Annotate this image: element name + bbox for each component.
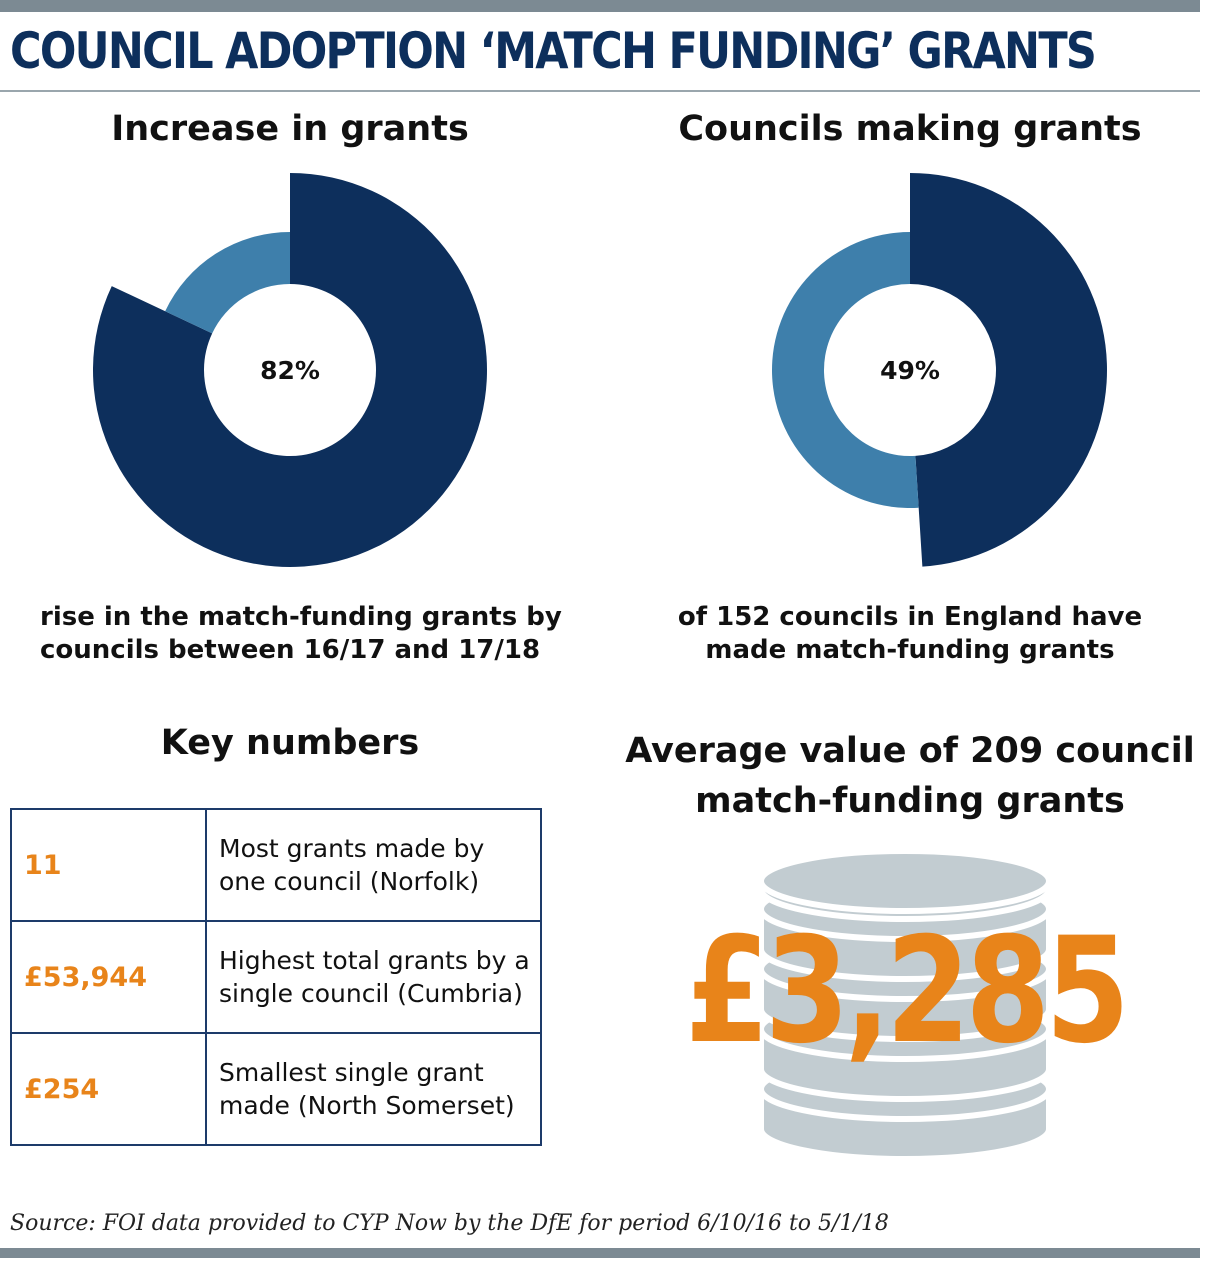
coin-layer [761, 851, 1049, 911]
average-title [600, 726, 1220, 826]
table-row [11, 809, 541, 921]
key-numbers-title: Key numbers [160, 723, 420, 763]
key-description [206, 809, 541, 921]
top-rule [0, 0, 1200, 12]
donut2-caption-line2: made match-funding grants [705, 635, 1115, 665]
key-description-line: one council (Norfolk) [219, 867, 480, 896]
coin-stack-icon [685, 845, 1125, 1165]
donut2-caption [660, 601, 1160, 667]
average-title-line2: match-funding grants [695, 781, 1125, 821]
table-row [11, 921, 541, 1033]
donut1-title: Increase in grants [111, 109, 469, 149]
key-value: £53,944 [11, 921, 206, 1033]
average-value: £3,285 [685, 906, 1125, 1076]
key-description [206, 1033, 541, 1145]
donut1-caption [40, 601, 562, 667]
donut-center-label: 49% [880, 356, 940, 385]
donut1-caption-line1: rise in the match-funding grants by [40, 602, 562, 632]
key-numbers-table [10, 808, 542, 1146]
key-description-line: Highest total grants by a [219, 946, 530, 975]
title-divider [0, 90, 1200, 92]
donut1-caption-line2: councils between 16/17 and 17/18 [40, 635, 541, 665]
key-description [206, 921, 541, 1033]
key-description-line: single council (Cumbria) [219, 979, 523, 1008]
key-description-line: Smallest single grant [219, 1058, 484, 1087]
key-description-line: Most grants made by [219, 834, 485, 863]
key-value: £254 [11, 1033, 206, 1145]
table-row [11, 1033, 541, 1145]
donut2-title: Councils making grants [678, 109, 1142, 149]
page-title: COUNCIL ADOPTION ‘MATCH FUNDING’ GRANTS [10, 22, 1096, 80]
source-note: Source: FOI data provided to CYP Now by the DfE for period 6/10/16 to 5/1/18 [10, 1211, 889, 1236]
donut-center-label: 82% [260, 356, 320, 385]
key-description-line: made (North Somerset) [219, 1091, 515, 1120]
donut-slice-remainder [165, 232, 290, 333]
key-value: 11 [11, 809, 206, 921]
donut-chart-councils [710, 170, 1110, 570]
bottom-rule [0, 1248, 1200, 1258]
donut-chart-increase [90, 170, 490, 570]
donut2-caption-line1: of 152 councils in England have [677, 602, 1143, 632]
average-title-line1: Average value of 209 council [625, 731, 1195, 771]
